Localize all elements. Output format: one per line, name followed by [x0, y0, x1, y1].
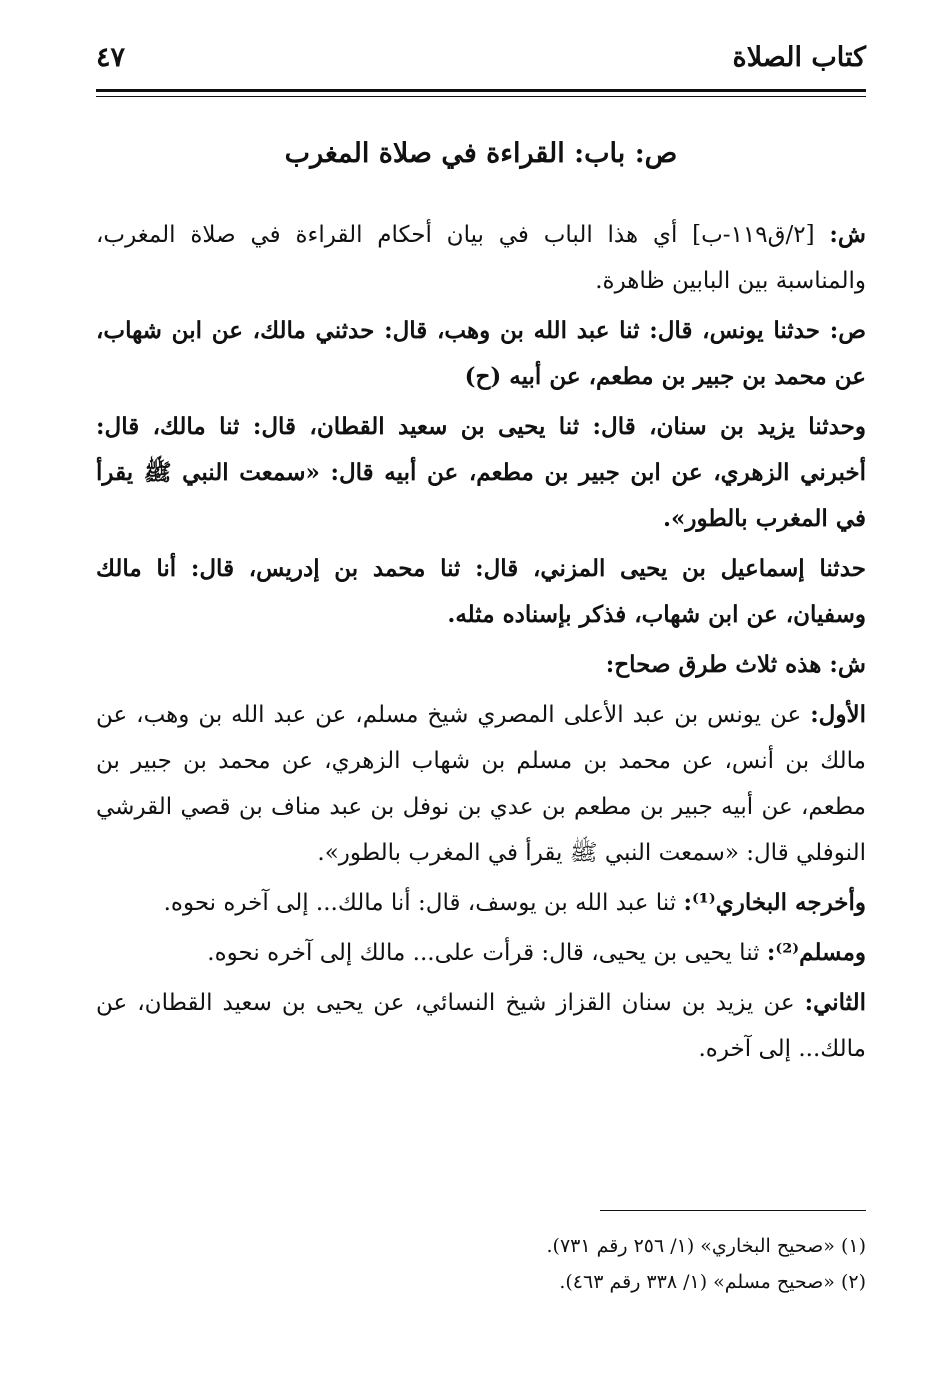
header-rule-thick [96, 89, 866, 92]
paragraph-text: وحدثنا يزيد بن سنان، قال: ثنا يحيى بن سعيد القطان، قال: ثنا مالك، قال: أخبرني الزهري، عن ابن جبير بن مطعم، عن أبيه قال: «سمعت النبي ﷺ يقرأ في المغرب بالطور». [96, 413, 866, 532]
paragraph-lead: ومسلم⁽²⁾: [766, 939, 866, 966]
paragraph [96, 880, 866, 926]
paragraph-lead: وأخرجه البخاري⁽¹⁾: [683, 889, 866, 916]
paragraph-text: حدثنا إسماعيل بن يحيى المزني، قال: ثنا محمد بن إدريس، قال: أنا مالك وسفيان، عن ابن شهاب، فذكر بإسناده مثله. [96, 555, 866, 628]
paragraph [96, 546, 866, 638]
running-title: كتاب الصلاة [732, 42, 866, 73]
paragraph-lead: ص: [829, 317, 866, 344]
paragraph-text: هذه ثلاث طرق صحاح: [605, 651, 822, 678]
main-text [96, 212, 866, 1076]
paragraph-lead: الثاني: [804, 989, 867, 1016]
paragraph [96, 930, 866, 976]
header-rule-thin [96, 96, 866, 97]
paragraph-text: [٢/ق١١٩-ب] أي هذا الباب في بيان أحكام القراءة في صلاة المغرب، والمناسبة بين البابين ظاهرة. [96, 222, 866, 294]
paragraph [96, 308, 866, 400]
footnote: (٢) «صحيح مسلم» (١/ ٣٣٨ رقم ٤٦٣). [559, 1271, 866, 1293]
paragraph-text: ثنا يحيى بن يحيى، قال: قرأت على... مالك إلى آخره نحوه. [207, 940, 760, 966]
paragraph-text: عن يزيد بن سنان القزاز شيخ النسائي، عن يحيى بن سعيد القطان، عن مالك... إلى آخره. [96, 990, 866, 1062]
paragraph [96, 212, 866, 304]
paragraph-lead: الأول: [810, 701, 867, 728]
paragraph-lead: ش: [829, 221, 866, 248]
footnote: (١) «صحيح البخاري» (١/ ٢٥٦ رقم ٧٣١). [546, 1235, 866, 1257]
paragraph-text: حدثنا يونس، قال: ثنا عبد الله بن وهب، قال: حدثني مالك، عن ابن شهاب، عن محمد بن جبير بن مطعم، عن أبيه (ح) [96, 317, 866, 390]
paragraph [96, 980, 866, 1072]
page-header [96, 38, 866, 88]
page-number: ٤٧ [96, 42, 126, 73]
paragraph [96, 692, 866, 876]
footnote-separator [600, 1210, 866, 1211]
footnotes [96, 1228, 866, 1300]
paragraph-lead: ش: [829, 651, 866, 678]
paragraph [96, 404, 866, 542]
paragraph [96, 642, 866, 688]
paragraph-text: ثنا عبد الله بن يوسف، قال: أنا مالك... إلى آخره نحوه. [163, 890, 677, 916]
paragraph-text: عن يونس بن عبد الأعلى المصري شيخ مسلم، عن عبد الله بن وهب، عن مالك بن أنس، عن محمد بن مسلم بن شهاب الزهري، عن محمد بن جبير بن مطعم، عن أبيه جبير بن مطعم بن عدي بن نوفل بن عبد مناف بن قصي القرشي النوفلي قال: «سمعت النبي ﷺ يقرأ في المغرب بالطور». [96, 702, 866, 866]
chapter-title: ص: باب: القراءة في صلاة المغرب [284, 138, 678, 169]
